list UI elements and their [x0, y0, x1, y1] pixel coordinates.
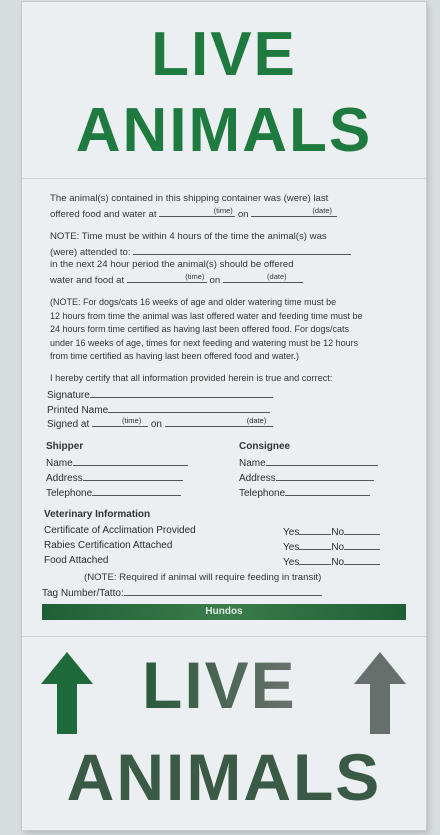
yes-label: Yes	[283, 542, 300, 553]
consignee-name-label: Name	[239, 458, 266, 469]
signature-label: Signature	[47, 390, 90, 401]
note2-line: 24 hours form time certified as having last been offered food. For dogs/cats	[50, 324, 349, 334]
vet-heading: Veterinary Information	[44, 509, 151, 520]
intro-line1: The animal(s) contained in this shipping container was (were) last	[50, 193, 329, 204]
yes-label: Yes	[283, 557, 300, 568]
tag-field[interactable]	[124, 585, 322, 596]
shipper-name-label: Name	[46, 458, 73, 469]
up-arrow-icon	[352, 652, 408, 734]
vet-row: Rabies Certification Attached	[44, 540, 173, 551]
intro-line2-text: offered food and water at	[50, 209, 157, 220]
date-sublabel: (date)	[267, 272, 287, 281]
note1-line4	[50, 272, 303, 287]
shipping-label	[22, 2, 426, 830]
note1-line4-text: water and food at	[50, 275, 125, 286]
up-arrow-icon	[39, 652, 95, 734]
attended-field[interactable]	[133, 244, 351, 255]
signature-field[interactable]	[90, 387, 273, 398]
on-text: on	[150, 419, 162, 430]
vet-yes-no	[283, 554, 380, 569]
printed-name-field[interactable]	[108, 402, 270, 413]
signed-at-label: Signed at	[47, 419, 90, 430]
fed-date-field[interactable]	[251, 206, 337, 217]
on-text: on	[209, 275, 221, 286]
shipper-address-field[interactable]	[83, 470, 183, 481]
next-date-field[interactable]	[223, 272, 303, 283]
footer-animals: ANIMALS	[66, 740, 382, 814]
shipper-name-row	[46, 455, 188, 470]
no-label: No	[331, 527, 345, 538]
shipper-name-field[interactable]	[73, 455, 188, 466]
printed-name-row	[47, 402, 270, 417]
shipper-telephone-label: Telephone	[46, 488, 93, 499]
note2	[50, 296, 363, 364]
next-time-field[interactable]	[127, 272, 207, 283]
consignee-address-row	[239, 470, 374, 485]
signed-date-field[interactable]	[165, 416, 273, 427]
no-field[interactable]	[344, 539, 380, 550]
note1-line2	[50, 244, 351, 259]
brand-bar: Hundos	[42, 604, 406, 620]
shipper-telephone-field[interactable]	[92, 485, 181, 496]
shipper-address-label: Address	[46, 473, 83, 484]
note1-line2-text: (were) attended to:	[50, 247, 131, 258]
note2-line: from time certified as having last been offered food and water.)	[50, 351, 299, 361]
vet-row: Certificate of Acclimation Provided	[44, 525, 196, 536]
date-sublabel: (date)	[246, 416, 267, 425]
no-label: No	[331, 557, 345, 568]
shipper-telephone-row	[46, 485, 181, 500]
certify-statement: I hereby certify that all information provided herein is true and correct:	[50, 373, 333, 383]
consignee-heading: Consignee	[239, 441, 291, 452]
printed-name-label: Printed Name	[47, 405, 109, 416]
no-label: No	[331, 542, 345, 553]
signed-time-field[interactable]	[92, 416, 148, 427]
divider	[22, 636, 426, 637]
yes-label: Yes	[283, 527, 300, 538]
consignee-telephone-row	[239, 485, 370, 500]
time-sublabel: (time)	[185, 272, 205, 281]
vet-row: Food Attached	[44, 555, 109, 566]
no-field[interactable]	[344, 524, 380, 535]
vet-yes-no	[283, 524, 380, 539]
consignee-telephone-label: Telephone	[239, 488, 286, 499]
note1-line3: in the next 24 hour period the animal(s) should be offered	[50, 259, 294, 270]
date-sublabel: (date)	[312, 206, 332, 215]
note1-line1: NOTE: Time must be within 4 hours of the time the animal(s) was	[50, 231, 327, 242]
yes-field[interactable]	[299, 539, 331, 550]
consignee-telephone-field[interactable]	[285, 485, 370, 496]
divider	[22, 178, 426, 179]
consignee-name-field[interactable]	[266, 455, 378, 466]
time-sublabel: (time)	[122, 416, 142, 425]
tag-label: Tag Number/Tatto:	[42, 588, 124, 599]
shipper-address-row	[46, 470, 183, 485]
consignee-name-row	[239, 455, 378, 470]
footer-live: LIVE	[142, 648, 297, 722]
note2-line: 12 hours from time the animal was last offered water and feeding time must be	[50, 310, 363, 321]
signature-row	[47, 387, 273, 402]
intro-line2	[50, 206, 337, 221]
yes-field[interactable]	[299, 524, 331, 535]
consignee-address-field[interactable]	[276, 470, 374, 481]
yes-field[interactable]	[299, 554, 331, 565]
on-text: on	[237, 209, 249, 220]
note2-line: under 16 weeks of age, times for next feeding and watering must be 12 hours	[50, 337, 359, 348]
fed-time-field[interactable]	[159, 206, 235, 217]
consignee-address-label: Address	[239, 473, 276, 484]
no-field[interactable]	[344, 554, 380, 565]
signed-at-row	[47, 416, 273, 431]
vet-note: (NOTE: Required if animal will require feeding in transit)	[84, 572, 322, 583]
header-animals: ANIMALS	[75, 96, 373, 165]
tag-row	[42, 585, 322, 600]
vet-yes-no	[283, 539, 380, 554]
note2-line: (NOTE: For dogs/cats 16 weeks of age and older watering time must be	[50, 297, 337, 307]
shipper-heading: Shipper	[46, 441, 84, 452]
header-live: LIVE	[151, 20, 297, 89]
time-sublabel: (time)	[213, 206, 233, 215]
